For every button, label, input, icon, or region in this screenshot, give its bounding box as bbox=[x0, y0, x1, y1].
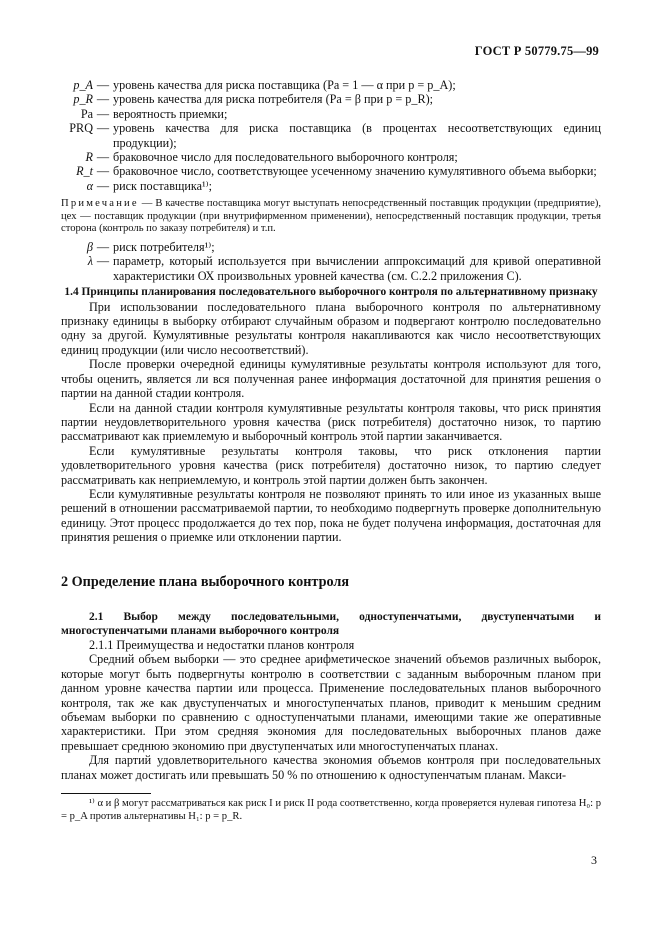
note bbox=[61, 198, 601, 236]
section-2-1-title: 2.1 Выбор между последовательными, одноступенчатыми, двуступенчатыми и многоступенчатыми планами выборочного контроля bbox=[61, 610, 601, 637]
paragraph: Если кумулятивные результаты контроля таковы, что риск отклонения партии удовлетворительного уровня качества (риск потребителя) достаточно низок, то партию следует рассматривать как неприемлемую, и контроль этой партии должен быть закончен. bbox=[61, 443, 601, 487]
footnote: ¹⁾ α и β могут рассматриваться как риск I и риск II рода соответственно, когда проверяется нулевая гипотеза H₀: p = p_A против альтернативы H₁: p = p_R. bbox=[61, 798, 601, 822]
definition-symbol: β bbox=[86, 240, 93, 255]
paragraph: Средний объем выборки — это среднее арифметическое значений объемов различных выборок, которые могут быть подвергнуты контролю в соответствии с заданным выборочным планом при данном уровне качества партии или процесса. Применение последовательных планов выборочного контроля, так же как двуступенчатых и многоступенчатых планов, приводит к меньшим средним объемам выборки по сравнению с одноступенчатыми планами, имеющими такие же оперативные характеристики. При этом средняя экономия для последовательных выборочных планов даже превышает среднюю экономию при двуступенчатых или многоступенчатых планах. bbox=[61, 652, 601, 753]
definition-symbol: PRQ bbox=[69, 121, 93, 136]
definition-dash: — bbox=[96, 254, 110, 269]
definition-text: браковочное число, соответствующее усеченному значению кумулятивного объема выборки; bbox=[113, 164, 597, 179]
definition-text: параметр, который используется при вычислении аппроксимаций для кривой оперативной характеристики ОХ произвольных уровней качества (см. С.2.2 приложения С). bbox=[113, 254, 601, 283]
section-1-4-title: 1.4 Принципы планирования последовательного выборочного контроля по альтернативному признаку bbox=[64, 286, 598, 299]
definition-text: уровень качества для риска поставщика (в процентах несоответствующих единиц продукции); bbox=[113, 121, 601, 150]
paragraph: Для партий удовлетворительного качества экономия объемов контроля при последовательных планах может достигать или превышать 50 % по отношению к одноступенчатым планам. Макси- bbox=[61, 753, 601, 782]
section-2-title: 2 Определение плана выборочного контроля bbox=[61, 573, 350, 590]
definition-row bbox=[61, 107, 601, 121]
definition-text: вероятность приемки; bbox=[113, 106, 228, 121]
note-text: — В качестве поставщика могут выступать непосредственный поставщик продукции (предприятие), цех — поставщик продукции (при внутрифирменном применении), непосредственный поставщик продукции, третья сторона (контроль по заказу потребителя) и т.п. bbox=[61, 198, 601, 235]
definition-dash: — bbox=[96, 240, 110, 255]
definition-dash: — bbox=[96, 150, 110, 165]
definition-symbol: R bbox=[85, 150, 93, 165]
definition-row bbox=[61, 254, 601, 283]
definition-text: риск поставщика¹⁾; bbox=[113, 178, 213, 193]
definition-row bbox=[61, 150, 601, 164]
definition-row bbox=[61, 121, 601, 150]
definitions-list-2 bbox=[61, 240, 601, 283]
definition-row bbox=[61, 78, 601, 92]
page-number: 3 bbox=[591, 853, 597, 867]
paragraph: После проверки очередной единицы кумулятивные результаты контроля используют для того, чтобы оценить, является ли вся полученная ранее информация достаточной для принятия решения о партии на данной стадии контроля. bbox=[61, 357, 601, 401]
definition-symbol: λ bbox=[87, 254, 93, 269]
definition-row bbox=[61, 179, 601, 193]
definition-dash: — bbox=[96, 121, 110, 136]
definition-row bbox=[61, 164, 601, 178]
paragraph: Если на данной стадии контроля кумулятивные результаты контроля таковы, что риск принятия партии неудовлетворительного уровня качества (риск потребителя) достаточно низок, то партию рассматривают как приемлемую и выборочный контроль этой партии заканчивается. bbox=[61, 400, 601, 444]
definition-dash: — bbox=[96, 92, 110, 107]
definition-symbol: p_R bbox=[73, 92, 93, 107]
definition-text: браковочное число для последовательного выборочного контроля; bbox=[113, 150, 458, 165]
definition-text: уровень качества для риска поставщика (Pa = 1 — α при p = p_A); bbox=[113, 78, 456, 92]
section-2-1-1-title: 2.1.1 Преимущества и недостатки планов контроля bbox=[89, 637, 355, 652]
footnote-separator bbox=[61, 793, 151, 794]
paragraph: Если кумулятивные результаты контроля не позволяют принять то или иное из указанных выше решений в отношении рассматриваемой партии, то необходимо подвергнуть проверке дополнительную единицу. Этот процесс продолжается до тех пор, пока не будет получена информация, достаточная для принятия решения о приемке или отклонении партии. bbox=[61, 486, 601, 545]
definition-dash: — bbox=[96, 78, 110, 92]
note-label: Примечание bbox=[61, 198, 139, 210]
definitions-list bbox=[61, 78, 601, 193]
definition-symbol: α bbox=[86, 178, 93, 193]
definition-symbol: Pa bbox=[80, 106, 93, 121]
definition-symbol: R_t bbox=[76, 164, 93, 179]
definition-dash: — bbox=[96, 178, 110, 193]
standard-header: ГОСТ Р 50779.75—99 bbox=[474, 44, 599, 58]
definition-dash: — bbox=[96, 106, 110, 121]
paragraph: При использовании последовательного плана выборочного контроля по альтернативному признаку единицы в выборку отбирают случайным образом и подвергают контролю последовательно одну за другой. Кумулятивные результаты контроля накапливаются как число несоответствующих единиц продукции (или число несоответствий). bbox=[61, 299, 601, 357]
page-body bbox=[61, 78, 601, 782]
definition-dash: — bbox=[96, 164, 110, 179]
definition-text: риск потребителя¹⁾; bbox=[113, 240, 215, 255]
definition-row bbox=[61, 92, 601, 106]
definition-text: уровень качества для риска потребителя (Pa = β при p = p_R); bbox=[113, 92, 434, 107]
definition-symbol: p_A bbox=[73, 78, 93, 92]
definition-row bbox=[61, 240, 601, 254]
